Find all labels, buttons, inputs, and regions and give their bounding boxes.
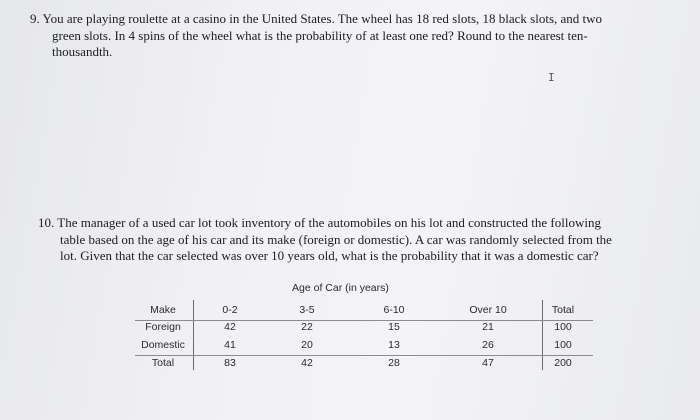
table-header-age-over-10: Over 10 [469,304,507,316]
question-10-text-1: The manager of a used car lot took inventory of the automobiles on his lot and constructed the following [57,215,601,230]
question-10-number: 10. [38,215,55,230]
table-header-age-6-10: 6-10 [383,304,405,316]
question-10-text-2: table based on the age of his car and its make (foreign or domestic). A car was randomly selected from the [60,231,612,247]
table-cell-make: Foreign [145,321,181,333]
table-divider-total [542,300,543,370]
question-9-text-2: green slots. In 4 spins of the wheel what is the probability of at least one red? Round to the nearest ten- [52,27,588,43]
table-cell-age-3-5: 42 [301,357,313,369]
table-cell-total: 200 [554,357,572,369]
text-cursor-icon: I [548,71,555,84]
table-cell-age-6-10: 15 [388,321,400,333]
question-9-number: 9. [30,11,40,26]
question-9-text-3: thousandth. [52,44,113,59]
table-header-age-0-2: 0-2 [222,304,238,316]
question-9-text-1: You are playing roulette at a casino in the United States. The wheel has 18 red slots, 18 black slots, and two [42,11,603,26]
table-cell-age-over-10: 26 [482,339,494,351]
question-10-text-3: lot. Given that the car selected was over 10 years old, what is the probability that it was a domestic car? [60,248,599,263]
table-cell-age-0-2: 41 [224,339,236,351]
table-cell-age-3-5: 20 [301,339,313,351]
table-cell-age-3-5: 22 [301,321,313,333]
table-cell-make: Total [151,357,175,369]
table-header-total: Total [551,304,575,316]
table-cell-total: 100 [554,321,572,333]
table-cell-age-over-10: 47 [482,357,494,369]
table-header-age-3-5: 3-5 [299,304,315,316]
table-cell-total: 100 [554,339,572,351]
table-header-make: Make [150,304,176,316]
table-cell-age-0-2: 83 [224,357,236,369]
table-rule-total [135,355,593,356]
table-cell-make: Domestic [141,339,185,351]
table-rule-header [135,320,593,321]
table-caption: Age of Car (in years) [292,282,389,294]
table-cell-age-6-10: 28 [388,357,400,369]
table-cell-age-6-10: 13 [388,339,400,351]
table-divider-make [193,300,194,370]
table-cell-age-over-10: 21 [482,321,494,333]
table-cell-age-0-2: 42 [224,321,236,333]
